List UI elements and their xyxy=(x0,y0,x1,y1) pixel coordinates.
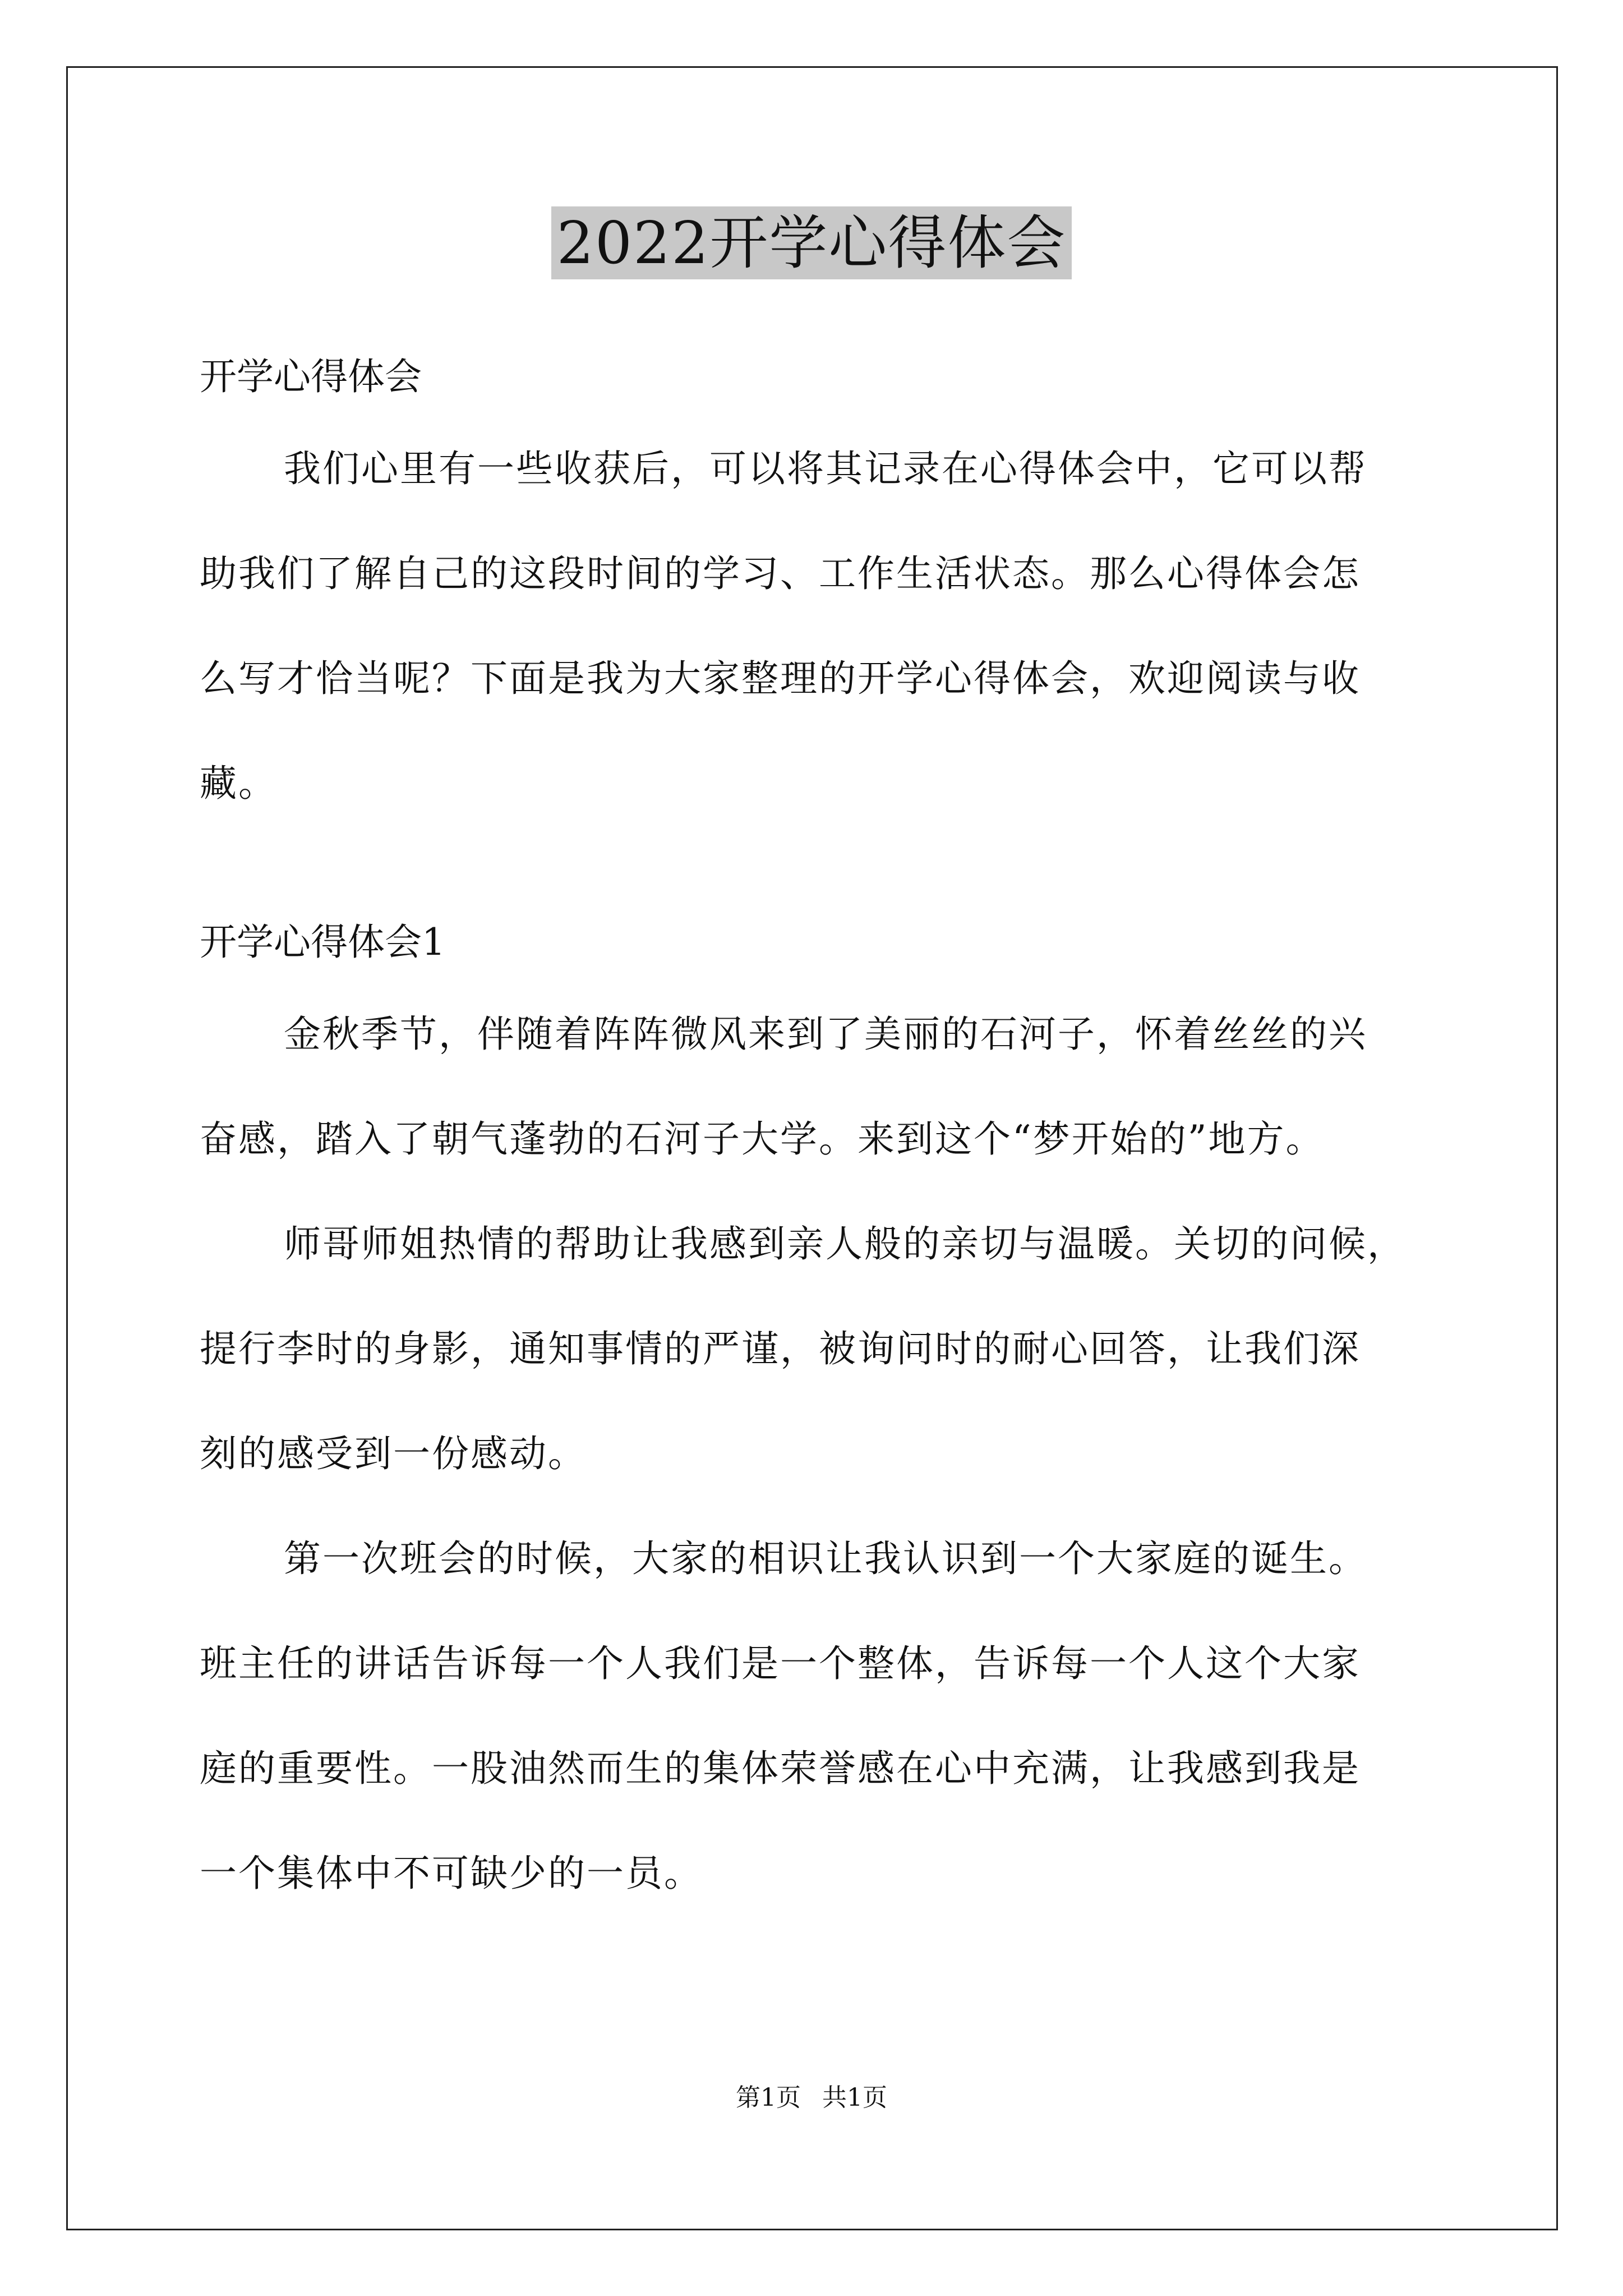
document-body xyxy=(200,338,1433,1926)
paragraph-line: 刻的感受到一份感动。 xyxy=(200,1432,587,1475)
paragraph-line: 师哥师姐热情的帮助让我感到亲人般的亲切与温暖。关切的问候， xyxy=(284,1222,1406,1266)
intro-paragraph xyxy=(200,416,1433,836)
paragraph-1 xyxy=(200,982,1433,1191)
paragraph-line: 提行李时的身影，通知事情的严谨，被询问时的耐心回答，让我们深 xyxy=(200,1327,1361,1370)
paragraph-line: 一个集体中不可缺少的一员。 xyxy=(200,1852,703,1895)
intro-line: 藏。 xyxy=(200,762,277,805)
page-number: 第1页 xyxy=(736,2083,801,2112)
paragraph-line: 奋感，踏入了朝气蓬勃的石河子大学。来到这个“梦开始的”地方。 xyxy=(200,1117,1325,1161)
intro-line: 助我们了解自己的这段时间的学习、工作生活状态。那么心得体会怎 xyxy=(200,552,1361,595)
intro-line: 我们心里有一些收获后，可以将其记录在心得体会中，它可以帮 xyxy=(284,447,1367,490)
paragraph-line: 第一次班会的时候，大家的相识让我认识到一个大家庭的诞生。 xyxy=(284,1537,1367,1580)
subtitle: 开学心得体会 xyxy=(200,355,422,398)
paragraph-line: 班主任的讲话告诉每一个人我们是一个整体，告诉每一个人这个大家 xyxy=(200,1642,1361,1685)
page-footer xyxy=(0,2081,1623,2115)
page-total: 共1页 xyxy=(822,2083,887,2112)
document-title: 2022开学心得体会 xyxy=(551,206,1072,279)
section-heading: 开学心得体会1 xyxy=(200,921,445,964)
paragraph-line: 庭的重要性。一股油然而生的集体荣誉感在心中充满，让我感到我是 xyxy=(200,1747,1361,1790)
paragraph-line: 金秋季节，伴随着阵阵微风来到了美丽的石河子，怀着丝丝的兴 xyxy=(284,1013,1367,1056)
title-container xyxy=(0,206,1623,279)
intro-line: 么写才恰当呢？下面是我为大家整理的开学心得体会，欢迎阅读与收 xyxy=(200,657,1361,700)
paragraph-3 xyxy=(200,1506,1433,1926)
paragraph-2 xyxy=(200,1191,1433,1506)
spacer xyxy=(200,836,1433,903)
